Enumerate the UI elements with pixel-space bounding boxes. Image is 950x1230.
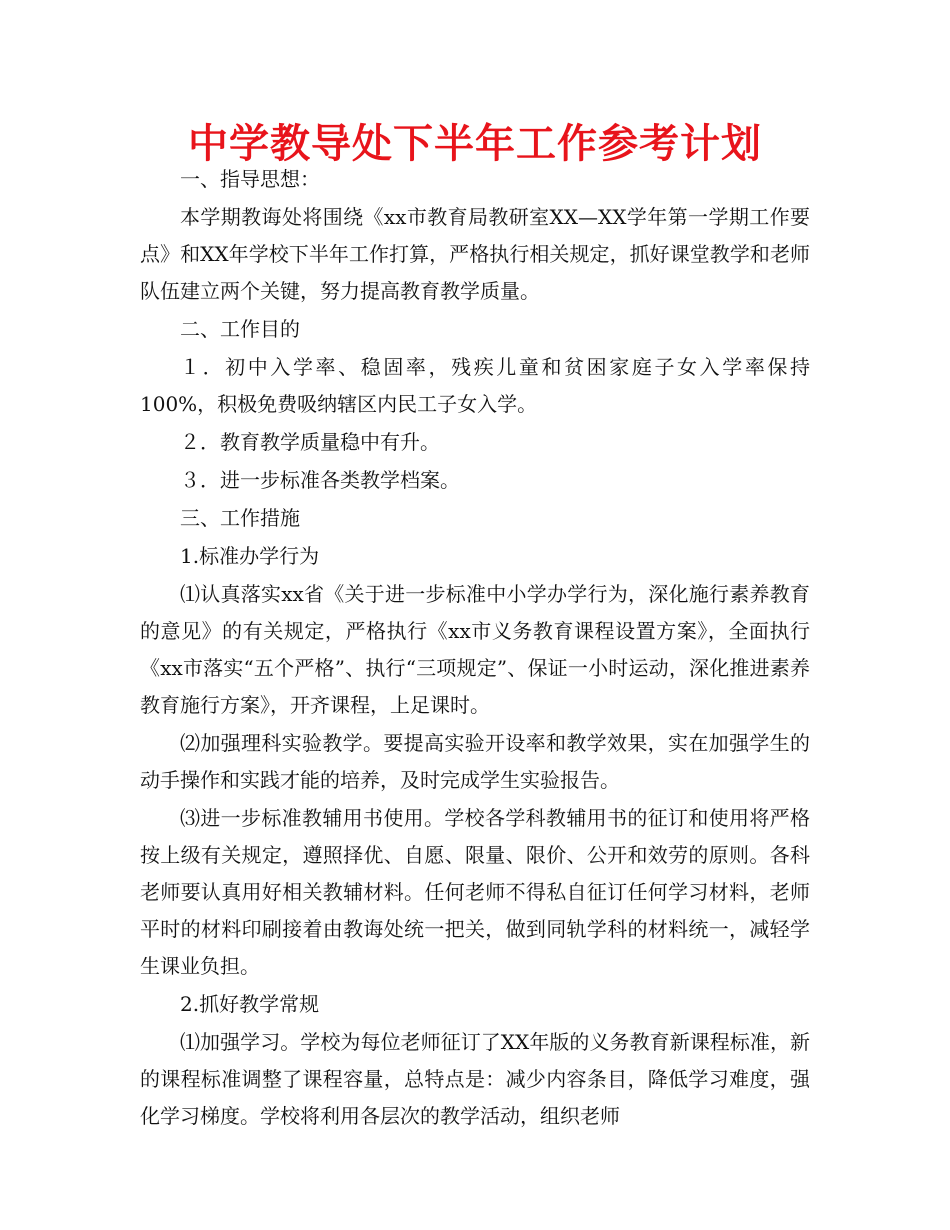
document-body [140, 160, 810, 1135]
list-item: ２．教育教学质量稳中有升。 [180, 430, 440, 454]
heading-work-measures: 三、工作措施 [180, 506, 300, 530]
paragraph: ⑵加强理科实验教学。要提高实验开设率和教学效果，实在加强学生的动手操作和实践才能的培养，及时完成学生实验报告。 [140, 731, 810, 792]
paragraph: ⑴认真落实xx省《关于进一步标准中小学办学行为，深化施行素养教育的意见》的有关规定，严格执行《xx市义务教育课程设置方案》，全面执行《xx市落实“五个严格”、执行“三项规定”、保证一小时运动，深化推进素养教育施行方案》，开齐课程，上足课时。 [140, 582, 810, 717]
paragraph: 本学期教诲处将围绕《xx市教育局教研室XX—XX学年第一学期工作要点》和XX年学校下半年工作打算，严格执行相关规定，抓好课堂教学和老师队伍建立两个关键，努力提高教育教学质量。 [140, 205, 810, 303]
paragraph: ⑴加强学习。学校为每位老师征订了XX年版的义务教育新课程标准，新的课程标准调整了课程容量，总特点是：减少内容条目，降低学习难度，强化学习梯度。学校将利用各层次的教学活动，组织老师 [140, 1030, 810, 1128]
heading-guiding-thought: 一、指导思想： [180, 167, 320, 191]
list-item: １．初中入学率、稳固率，残疾儿童和贫困家庭子女入学率保持100%，积极免费吸纳辖区内民工子女入学。 [140, 355, 810, 416]
paragraph: ⑶进一步标准教辅用书使用。学校各学科教辅用书的征订和使用将严格按上级有关规定，遵照择优、自愿、限量、限价、公开和效劳的原则。各科老师要认真用好相关教辅材料。任何老师不得私自征订任何学习材料，老师平时的材料印刷接着由教诲处统一把关，做到同轨学科的材料统一，减轻学生课业负担。 [140, 806, 810, 978]
heading-work-goals: 二、工作目的 [180, 317, 300, 341]
list-item: ３．进一步标准各类教学档案。 [180, 468, 460, 492]
subheading: 1.标准办学行为 [180, 544, 320, 568]
subheading: 2.抓好教学常规 [180, 992, 320, 1016]
document-title: 中学教导处下半年工作参考计划 [188, 121, 762, 167]
